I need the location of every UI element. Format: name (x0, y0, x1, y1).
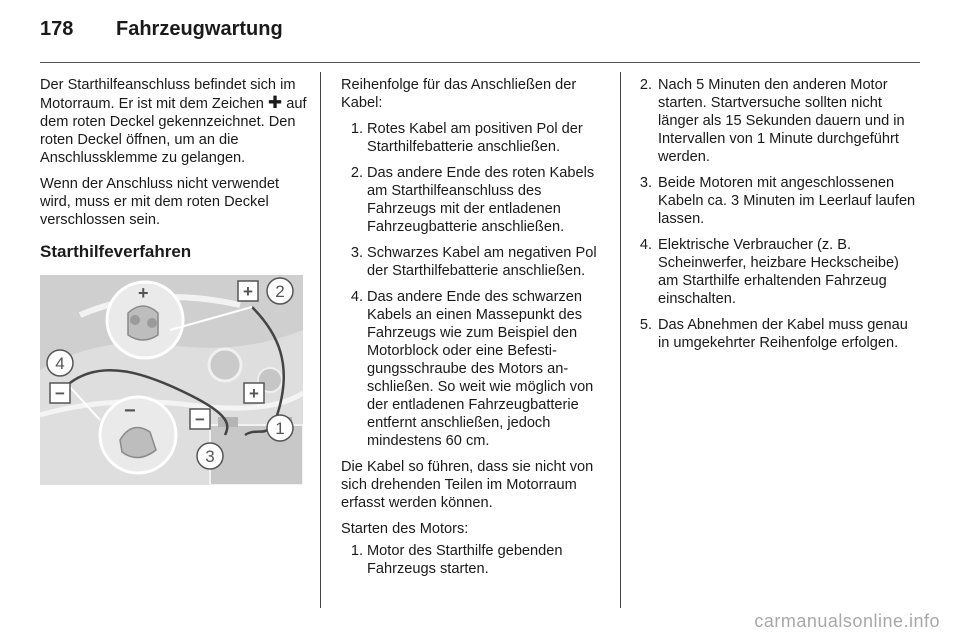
list-item: 2. Nach 5 Minuten den anderen Motor starten. Startversuche sollten nicht länger als 15 Sekunden dauern und in Intervallen von 1 Minute durchgeführt werden. (639, 77, 905, 165)
callout-2: 2 (275, 282, 285, 301)
column-divider-2 (620, 72, 621, 608)
connection-intro: Reihenfolge für das Anschließen der Kabel: (341, 77, 577, 111)
list-item: 4. Das andere Ende des schwarzen Kabels an einen Massepunkt des Fahrzeugs wie zum Beispiel den Motorblock oder eine Befestigungsschraube des Motors anschließen. So weit wie möglich von der entladenen Fahrzeugbatterie entfernt anschließen, jedoch mindestens 60 cm. (350, 289, 594, 449)
start-label: Starten des Motors: (341, 521, 469, 537)
list-item: 5. Das Abnehmen der Kabel muss genau in umgekehrter Reihenfolge erfolgen. (639, 317, 908, 351)
page-number: 178 (40, 18, 74, 40)
section-heading: Starthilfeverfahren (40, 242, 192, 261)
magnifier-minus-label: − (124, 400, 136, 422)
start-steps-continued (634, 76, 920, 352)
paragraph-location-text-a: Der Starthilfeanschluss befindet sich im Motorraum. Er ist mit dem Zeichen (40, 77, 296, 112)
page-title: Fahrzeugwartung (116, 18, 283, 40)
paragraph-cover: Wenn der Anschluss nicht verwendet wird, muss er mit dem roten Deckel verschlossen sein. (40, 176, 280, 228)
magnifier-plus-label: + (138, 283, 149, 303)
list-item: 1. Motor des Starthilfe gebenden Fahrzeugs starten. (350, 543, 563, 577)
page-header (40, 18, 920, 58)
list-item: 1. Rotes Kabel am positiven Pol der Starthilfebatterie anschließen. (350, 121, 583, 155)
box-plus-right: + (249, 384, 259, 403)
callout-4: 4 (55, 354, 65, 373)
column-1 (40, 76, 308, 485)
column-divider-1 (320, 72, 321, 608)
connection-steps (341, 120, 606, 450)
list-item: 2. Das andere Ende des roten Kabels am Starthilfeanschluss des Fahrzeugs mit der entladenen Fahrzeugbatterie anschließen. (350, 165, 595, 235)
box-minus-mid: − (195, 410, 205, 429)
jump-start-illustration (40, 275, 303, 485)
paragraph-location (40, 76, 308, 167)
cable-routing-note: Die Kabel so führen, dass sie nicht von sich drehenden Teilen im Motorraum erfasst werden können. (341, 459, 594, 511)
list-item: 4. Elektrische Verbraucher (z. B. Scheinwerfer, heizbare Heckscheibe) am Starthilfe erhaltenden Fahrzeug einschalten. (639, 237, 899, 307)
paragraph-location-text-b: auf dem roten Deckel gekennzeichnet. Den roten Deckel öffnen, um an die Anschlussklemme zu gelangen. (40, 96, 307, 166)
callout-1: 1 (275, 419, 285, 438)
list-item: 3. Beide Motoren mit angeschlossenen Kabeln ca. 3 Minuten im Leerlauf laufen lassen. (639, 175, 916, 227)
column-2 (341, 76, 606, 586)
start-steps (341, 542, 606, 578)
callout-3: 3 (205, 447, 215, 466)
header-rule (40, 62, 920, 63)
plus-icon: ✚ (267, 93, 283, 112)
box-plus-top: + (243, 282, 253, 301)
column-3 (634, 76, 920, 360)
box-minus-left: − (55, 384, 65, 403)
list-item: 3. Schwarzes Kabel am negativen Pol der Starthilfebatterie anschließen. (350, 245, 597, 279)
watermark: carmanualsonline.info (754, 611, 940, 631)
